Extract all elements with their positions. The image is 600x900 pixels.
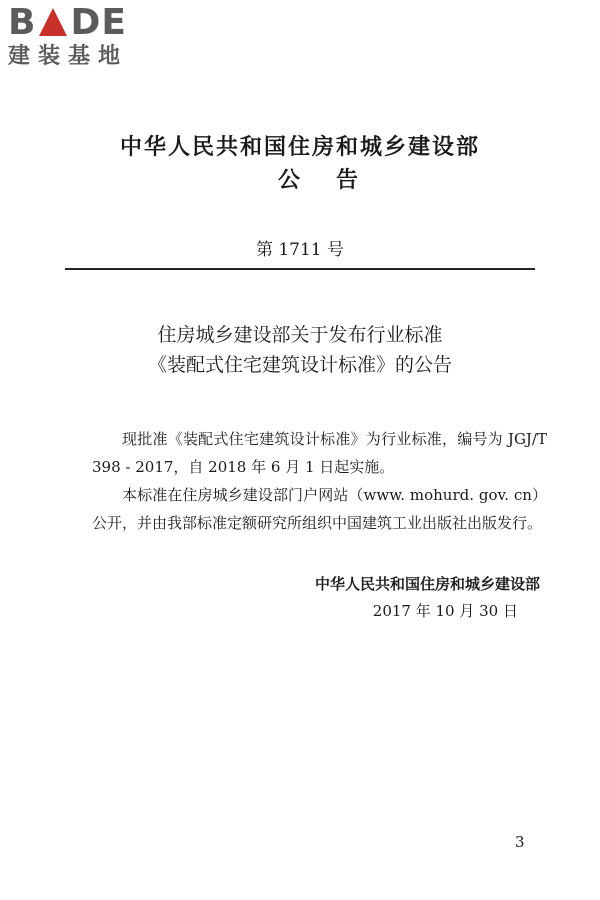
notice-title	[0, 320, 600, 380]
logo-chinese-name: 建装基地	[8, 44, 129, 69]
notice-body	[92, 425, 547, 537]
header-divider	[65, 268, 535, 270]
page-number: 3	[515, 833, 525, 851]
logo-letter-b: B	[8, 2, 37, 43]
notice-title-line-1: 住房城乡建设部关于发布行业标准	[157, 324, 443, 346]
logo-letters-de: DE	[70, 2, 127, 43]
bade-logo	[8, 4, 178, 72]
signature-date: 2017 年 10 月 30 日	[372, 602, 518, 620]
document-number: 第 1711 号	[255, 240, 345, 260]
logo-wordmark	[8, 4, 178, 42]
notice-title-line-2: 《装配式住宅建筑设计标准》的公告	[147, 354, 452, 376]
signature-organization: 中华人民共和国住房和城乡建设部	[314, 575, 540, 593]
issuing-department: 中华人民共和国住房和城乡建设部	[119, 135, 480, 160]
body-paragraph-2: 本标准在住房城乡建设部门户网站（www. mohurd. gov. cn）公开，并由我部标准定额研究所组织中国建筑工业出版社出版发行。	[92, 486, 547, 532]
body-paragraph-1: 现批准《装配式住宅建筑设计标准》为行业标准，编号为 JGJ/T 398 - 2017，自 2018 年 6 月 1 日起实施。	[92, 430, 547, 476]
logo-red-triangle-icon	[39, 8, 67, 36]
notice-heading: 公告	[277, 168, 394, 193]
